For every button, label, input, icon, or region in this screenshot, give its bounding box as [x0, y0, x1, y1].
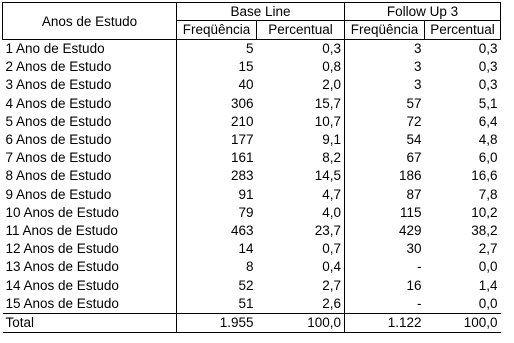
baseline-freq-header: Freqüência: [177, 21, 257, 40]
baseline-pct-header: Percentual: [257, 21, 345, 40]
row-label-cell: 9 Anos de Estudo: [3, 186, 177, 204]
table-row: [3, 295, 501, 314]
baseline-pct-cell: 8,2: [257, 149, 345, 167]
followup-freq-cell: 72: [406, 113, 422, 129]
baseline-pct-cell: 0,7: [257, 240, 345, 258]
followup-pct-cell: 6,4: [478, 113, 498, 129]
table-row: [3, 40, 501, 59]
row-label-cell: 4 Anos de Estudo: [3, 95, 177, 113]
table-body: [3, 40, 501, 333]
baseline-freq-cell: 8: [245, 259, 254, 275]
followup-freq-cell: 429: [398, 222, 422, 238]
followup-pct-cell: 38,2: [471, 222, 498, 238]
row-label-cell: 14 Anos de Estudo: [3, 276, 177, 294]
baseline-pct-cell: 4,7: [257, 186, 345, 204]
row-label-cell: 10 Anos de Estudo: [3, 204, 177, 222]
followup-freq-header: Freqüência: [345, 21, 425, 40]
baseline-freq-cell: 40: [238, 77, 254, 93]
row-label-cell: 12 Anos de Estudo: [3, 240, 177, 258]
row-label-cell: 1 Ano de Estudo: [3, 40, 177, 59]
followup-freq-cell: 3: [413, 59, 422, 75]
total-row: [3, 313, 501, 332]
followup-pct-cell: 0,3: [478, 77, 498, 93]
baseline-pct-cell: 4,0: [257, 204, 345, 222]
baseline-pct-cell: 100,0: [257, 313, 345, 332]
baseline-pct-cell: 0,4: [257, 258, 345, 276]
followup-freq-cell: -: [417, 295, 422, 311]
table-row: [3, 167, 501, 185]
education-table: [2, 2, 501, 333]
table-row: [3, 76, 501, 94]
row-label-cell: 8 Anos de Estudo: [3, 167, 177, 185]
followup-freq-cell: 115: [399, 204, 422, 220]
baseline-pct-cell: 0,8: [257, 58, 345, 76]
education-table-container: [2, 2, 501, 333]
baseline-pct-cell: 2,7: [257, 276, 345, 294]
followup-pct-cell: 0,3: [478, 41, 498, 57]
baseline-pct-cell: 2,0: [257, 76, 345, 94]
baseline-pct-cell: 10,7: [257, 113, 345, 131]
followup-freq-cell: 1.122: [345, 313, 425, 332]
baseline-freq-cell: 15: [238, 59, 254, 75]
followup-pct-cell: 0,3: [478, 59, 498, 75]
followup-group-header: Follow Up 3: [345, 3, 501, 21]
row-label-cell: 15 Anos de Estudo: [3, 295, 177, 314]
table-row: [3, 240, 501, 258]
baseline-pct-cell: 9,1: [257, 131, 345, 149]
row-label-header: Anos de Estudo: [3, 3, 177, 40]
followup-pct-cell: 0,0: [478, 295, 498, 311]
row-label-cell: 13 Anos de Estudo: [3, 258, 177, 276]
baseline-freq-cell: 52: [238, 277, 254, 293]
followup-freq-cell: 30: [406, 241, 422, 257]
followup-pct-cell: 0,0: [478, 259, 498, 275]
row-label-cell: 2 Anos de Estudo: [3, 58, 177, 76]
table-row: [3, 186, 501, 204]
baseline-freq-cell: 283: [230, 168, 254, 184]
followup-pct-cell: 2,7: [478, 241, 498, 257]
followup-pct-cell: 1,4: [478, 277, 498, 293]
followup-freq-cell: 186: [398, 168, 422, 184]
baseline-freq-cell: 463: [230, 222, 254, 238]
followup-freq-cell: 67: [406, 150, 422, 166]
followup-pct-cell: 6,0: [478, 150, 498, 166]
table-row: [3, 58, 501, 76]
followup-freq-cell: 54: [406, 132, 422, 148]
baseline-freq-cell: 5: [245, 41, 254, 57]
baseline-freq-cell: 177: [230, 132, 254, 148]
table-row: [3, 276, 501, 294]
followup-pct-cell: 4,8: [478, 132, 498, 148]
baseline-freq-cell: 210: [230, 113, 254, 129]
followup-freq-cell: 3: [413, 41, 422, 57]
row-label-cell: 11 Anos de Estudo: [3, 222, 177, 240]
table-row: [3, 258, 501, 276]
baseline-pct-cell: 15,7: [257, 95, 345, 113]
table-row: [3, 113, 501, 131]
row-label-cell: 5 Anos de Estudo: [3, 113, 177, 131]
followup-freq-cell: -: [417, 259, 422, 275]
baseline-freq-cell: 306: [230, 95, 254, 111]
table-row: [3, 204, 501, 222]
table-header: [3, 3, 501, 40]
table-row: [3, 131, 501, 149]
followup-freq-cell: 16: [406, 277, 422, 293]
baseline-freq-cell: 91: [238, 186, 254, 202]
followup-pct-header: Percentual: [425, 21, 501, 40]
followup-pct-cell: 7,8: [478, 186, 498, 202]
baseline-pct-cell: 2,6: [257, 295, 345, 314]
baseline-freq-cell: 1.955: [177, 313, 257, 332]
baseline-freq-cell: 51: [238, 295, 254, 311]
followup-freq-cell: 57: [406, 95, 422, 111]
followup-pct-cell: 100,0: [425, 313, 501, 332]
followup-pct-cell: 5,1: [478, 95, 498, 111]
baseline-pct-cell: 23,7: [257, 222, 345, 240]
baseline-pct-cell: 14,5: [257, 167, 345, 185]
followup-freq-cell: 87: [406, 186, 422, 202]
row-label-cell: 3 Anos de Estudo: [3, 76, 177, 94]
row-label-cell: 7 Anos de Estudo: [3, 149, 177, 167]
baseline-freq-cell: 79: [238, 204, 254, 220]
followup-pct-cell: 16,6: [471, 168, 498, 184]
baseline-freq-cell: 161: [230, 150, 254, 166]
followup-freq-cell: 3: [413, 77, 422, 93]
table-row: [3, 222, 501, 240]
baseline-group-header: Base Line: [177, 3, 345, 21]
row-label-cell: 6 Anos de Estudo: [3, 131, 177, 149]
baseline-pct-cell: 0,3: [257, 40, 345, 59]
table-row: [3, 149, 501, 167]
table-row: [3, 95, 501, 113]
row-label-cell: Total: [3, 313, 177, 332]
baseline-freq-cell: 14: [238, 241, 254, 257]
followup-pct-cell: 10,2: [471, 204, 498, 220]
